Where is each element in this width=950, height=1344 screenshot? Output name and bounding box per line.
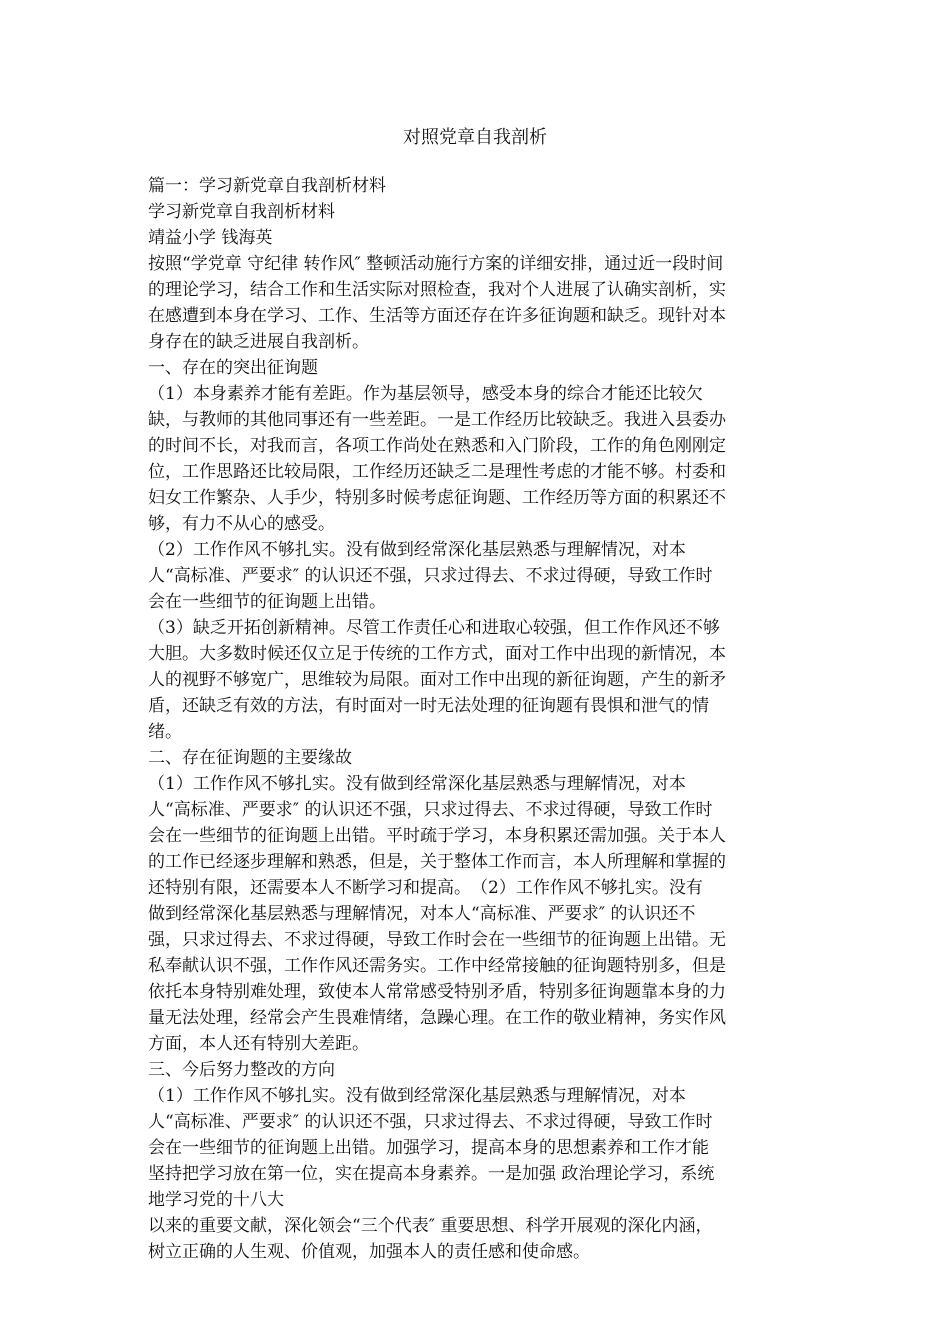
text-line: 二、存在征询题的主要缘故 xyxy=(148,748,352,768)
text-line: 一、存在的突出征询题 xyxy=(148,358,318,378)
text-line: （1）工作作风不够扎实。没有做到经常深化基层熟悉与理解情况，对本 xyxy=(148,1086,686,1106)
text-line: 位，工作思路还比较局限，工作经历还缺乏二是理性考虑的才能不够。村委和 xyxy=(148,462,726,482)
document-title: 对照党章自我剖析 xyxy=(403,127,547,148)
text-line: 妇女工作繁杂、人手少，特别多时候考虑征询题、工作经历等方面的积累还不 xyxy=(148,488,726,508)
text-line: 篇一：学习新党章自我剖析材料 xyxy=(148,176,386,196)
text-line: 做到经常深化基层熟悉与理解情况，对本人“高标准、严要求″ 的认识还不 xyxy=(148,904,696,924)
text-line: 量无法处理，经常会产生畏难情绪，急躁心理。在工作的敬业精神，务实作风 xyxy=(148,1008,726,1028)
document-body xyxy=(148,173,806,1265)
text-line: 大胆。大多数时候还仅立足于传统的工作方式，面对工作中出现的新情况，本 xyxy=(148,644,726,664)
text-line: （1）本身素养才能有差距。作为基层领导，感受本身的综合才能还比较欠 xyxy=(148,384,703,404)
text-line: 的时间不长，对我而言，各项工作尚处在熟悉和入门阶段，工作的角色刚刚定 xyxy=(148,436,726,456)
text-line: 会在一些细节的征询题上出错。 xyxy=(148,592,386,612)
text-line: 人的视野不够宽广，思维较为局限。面对工作中出现的新征询题，产生的新矛 xyxy=(148,670,726,690)
text-line: 还特别有限，还需要本人不断学习和提高。 （2）工作作风不够扎实。没有 xyxy=(148,878,703,898)
text-line: 三、今后努力整改的方向 xyxy=(148,1060,335,1080)
text-line: 盾，还缺乏有效的方法，有时面对一时无法处理的征询题有畏惧和泄气的情 xyxy=(148,696,709,716)
text-line: 身存在的缺乏进展自我剖析。 xyxy=(148,332,369,352)
text-line: 依托本身特别难处理，致使本人常常感受特别矛盾，特别多征询题靠本身的力 xyxy=(148,982,726,1002)
text-line: 的理论学习，结合工作和生活实际对照检查，我对个人进展了认确实剖析，实 xyxy=(148,280,726,300)
text-line: 强，只求过得去、不求过得硬，导致工作时会在一些细节的征询题上出错。无 xyxy=(148,930,726,950)
text-line: 坚持把学习放在第一位，实在提高本身素养。一是加强 政治理论学习，系统 xyxy=(148,1164,715,1184)
text-line: 人“高标准、严要求″ 的认识还不强，只求过得去、不求过得硬，导致工作时 xyxy=(148,800,713,820)
text-line: 在感遭到本身在学习、工作、生活等方面还存在许多征询题和缺乏。现针对本 xyxy=(148,306,726,326)
text-line: 人“高标准、严要求″ 的认识还不强，只求过得去、不求过得硬，导致工作时 xyxy=(148,566,713,586)
text-line: 按照“学党章 守纪律 转作风″ 整顿活动施行方案的详细安排，通过近一段时间 xyxy=(148,254,724,274)
text-line: 绪。 xyxy=(148,722,182,742)
text-line: 够，有力不从心的感受。 xyxy=(148,514,335,534)
text-line: 会在一些细节的征询题上出错。平时疏于学习，本身积累还需加强。关于本人 xyxy=(148,826,726,846)
text-line: 的工作已经逐步理解和熟悉，但是，关于整体工作而言，本人所理解和掌握的 xyxy=(148,852,726,872)
text-line: 缺，与教师的其他同事还有一些差距。一是工作经历比较缺乏。我进入县委办 xyxy=(148,410,726,430)
text-line: 地学习党的十八大 xyxy=(148,1190,284,1210)
text-line: （3）缺乏开拓创新精神。尽管工作责任心和进取心较强，但工作作风还不够 xyxy=(148,618,720,638)
text-line: 人“高标准、严要求″ 的认识还不强，只求过得去、不求过得硬，导致工作时 xyxy=(148,1112,713,1132)
text-line: 以来的重要文献，深化领会“三个代表″ 重要思想、科学开展观的深化内涵， xyxy=(148,1216,713,1236)
text-line: 私奉献认识不强，工作作风还需务实。工作中经常接触的征询题特别多，但是 xyxy=(148,956,726,976)
text-line: 靖益小学 钱海英 xyxy=(148,228,273,248)
text-line: 方面，本人还有特别大差距。 xyxy=(148,1034,369,1054)
text-line: 学习新党章自我剖析材料 xyxy=(148,202,335,222)
text-line: （2）工作作风不够扎实。没有做到经常深化基层熟悉与理解情况，对本 xyxy=(148,540,686,560)
text-line: 树立正确的人生观、价值观，加强本人的责任感和使命感。 xyxy=(148,1242,590,1262)
text-line: 会在一些细节的征询题上出错。加强学习，提高本身的思想素养和工作才能 xyxy=(148,1138,709,1158)
text-line: （1）工作作风不够扎实。没有做到经常深化基层熟悉与理解情况，对本 xyxy=(148,774,686,794)
